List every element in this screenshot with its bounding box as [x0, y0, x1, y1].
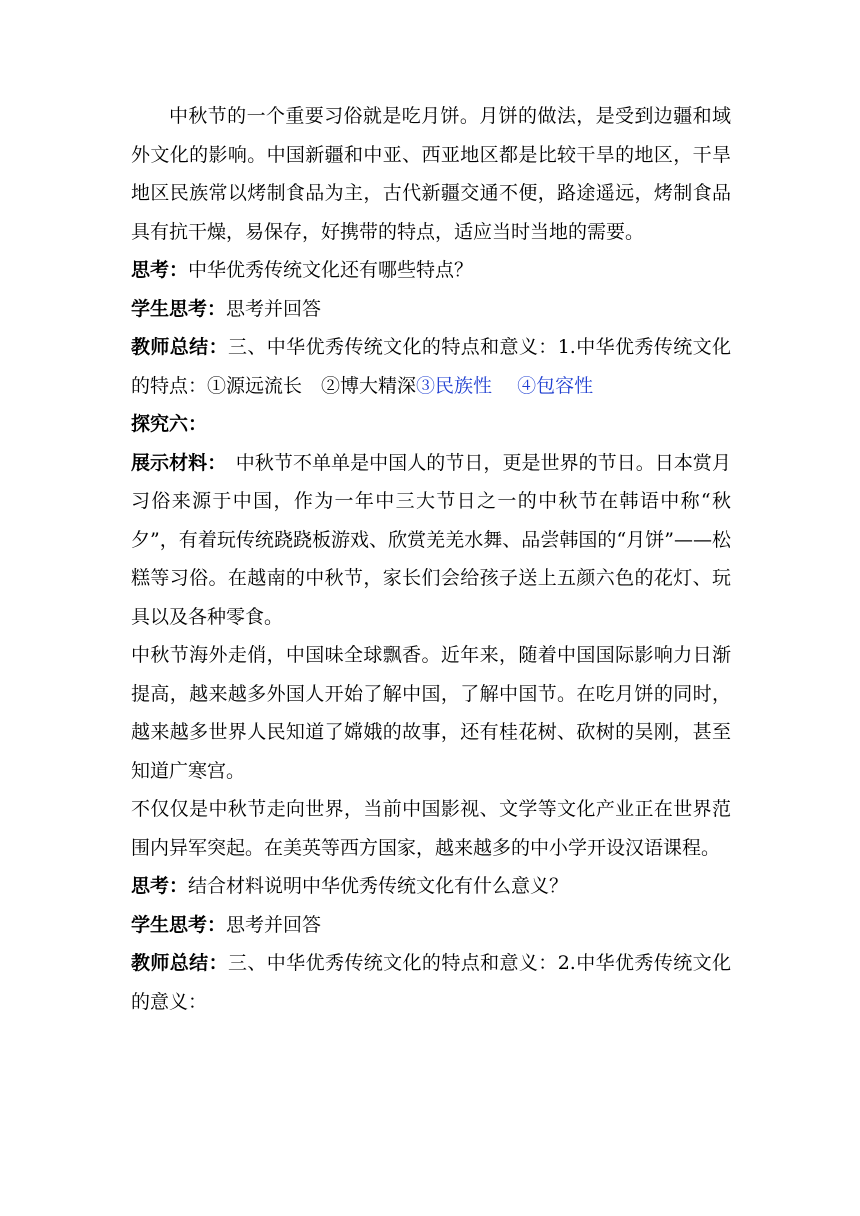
text-student-1: 思考并回答: [226, 297, 322, 320]
document-body: [131, 97, 731, 1021]
label-student-2: 学生思考：: [131, 913, 227, 936]
text-think-1: 中华优秀传统文化还有哪些特点？: [188, 259, 474, 281]
label-think-2: 思考：: [131, 875, 189, 897]
label-think-1: 思考：: [131, 259, 189, 281]
label-teacher-1: 教师总结：: [131, 336, 228, 358]
teacher-summary-2: [131, 944, 731, 1021]
label-teacher-2: 教师总结：: [131, 952, 228, 974]
text-teacher-2: 三、中华优秀传统文化的特点和意义：2.中华优秀传统文化的意义：: [131, 952, 731, 1013]
text-think-2: 结合材料说明中华优秀传统文化有什么意义？: [188, 875, 569, 897]
label-material: 展示材料：: [131, 451, 217, 474]
label-student-1: 学生思考：: [131, 297, 227, 320]
highlight-ethnic: ③民族性: [416, 374, 493, 397]
text-student-2: 思考并回答: [226, 913, 322, 936]
teacher-summary-1: [131, 328, 731, 405]
highlight-inclusive: ④包容性: [492, 374, 594, 397]
text-teacher-1: 三、中华优秀传统文化的特点和意义：1.中华优秀传统文化的特点：①源远流长 ②博大精深: [131, 336, 731, 397]
section-explore-6: 探究六：: [131, 413, 208, 435]
paragraph-overseas: 中秋节海外走俏，中国味全球飘香。近年来，随着中国国际影响力日渐提高，越来越多外国人开始了解中国，了解中国节。在吃月饼的同时，越来越多世界人民知道了嫦娥的故事，还有桂花树、砍树的吴刚，甚至知道广寒宫。: [131, 644, 731, 782]
paragraph-mooncake: 中秋节的一个重要习俗就是吃月饼。月饼的做法，是受到边疆和域外文化的影响。中国新疆和中亚、西亚地区都是比较干旱的地区，干旱地区民族常以烤制食品为主，古代新疆交通不便，路途遥远，烤制食品具有抗干燥，易保存，好携带的特点，适应当时当地的需要。: [131, 105, 731, 243]
text-material: 中秋节不单单是中国人的节日，更是世界的节日。日本赏月习俗来源于中国，作为一年中三大节日之一的中秋节在韩语中称“秋夕”，有着玩传统跷跷板游戏、欣赏羌羌水舞、品尝韩国的“月饼”——松糕等习俗。在越南的中秋节，家长们会给孩子送上五颜六色的花灯、玩具以及各种零食。: [131, 451, 731, 628]
material-paragraph: [131, 444, 731, 637]
question-think-1: [131, 251, 731, 290]
question-think-2: [131, 867, 731, 906]
paragraph-culture: 不仅仅是中秋节走向世界，当前中国影视、文学等文化产业正在世界范围内异军突起。在美英等西方国家，越来越多的中小学开设汉语课程。: [131, 798, 731, 859]
student-answer-2: [131, 906, 731, 945]
student-answer-1: [131, 290, 731, 329]
